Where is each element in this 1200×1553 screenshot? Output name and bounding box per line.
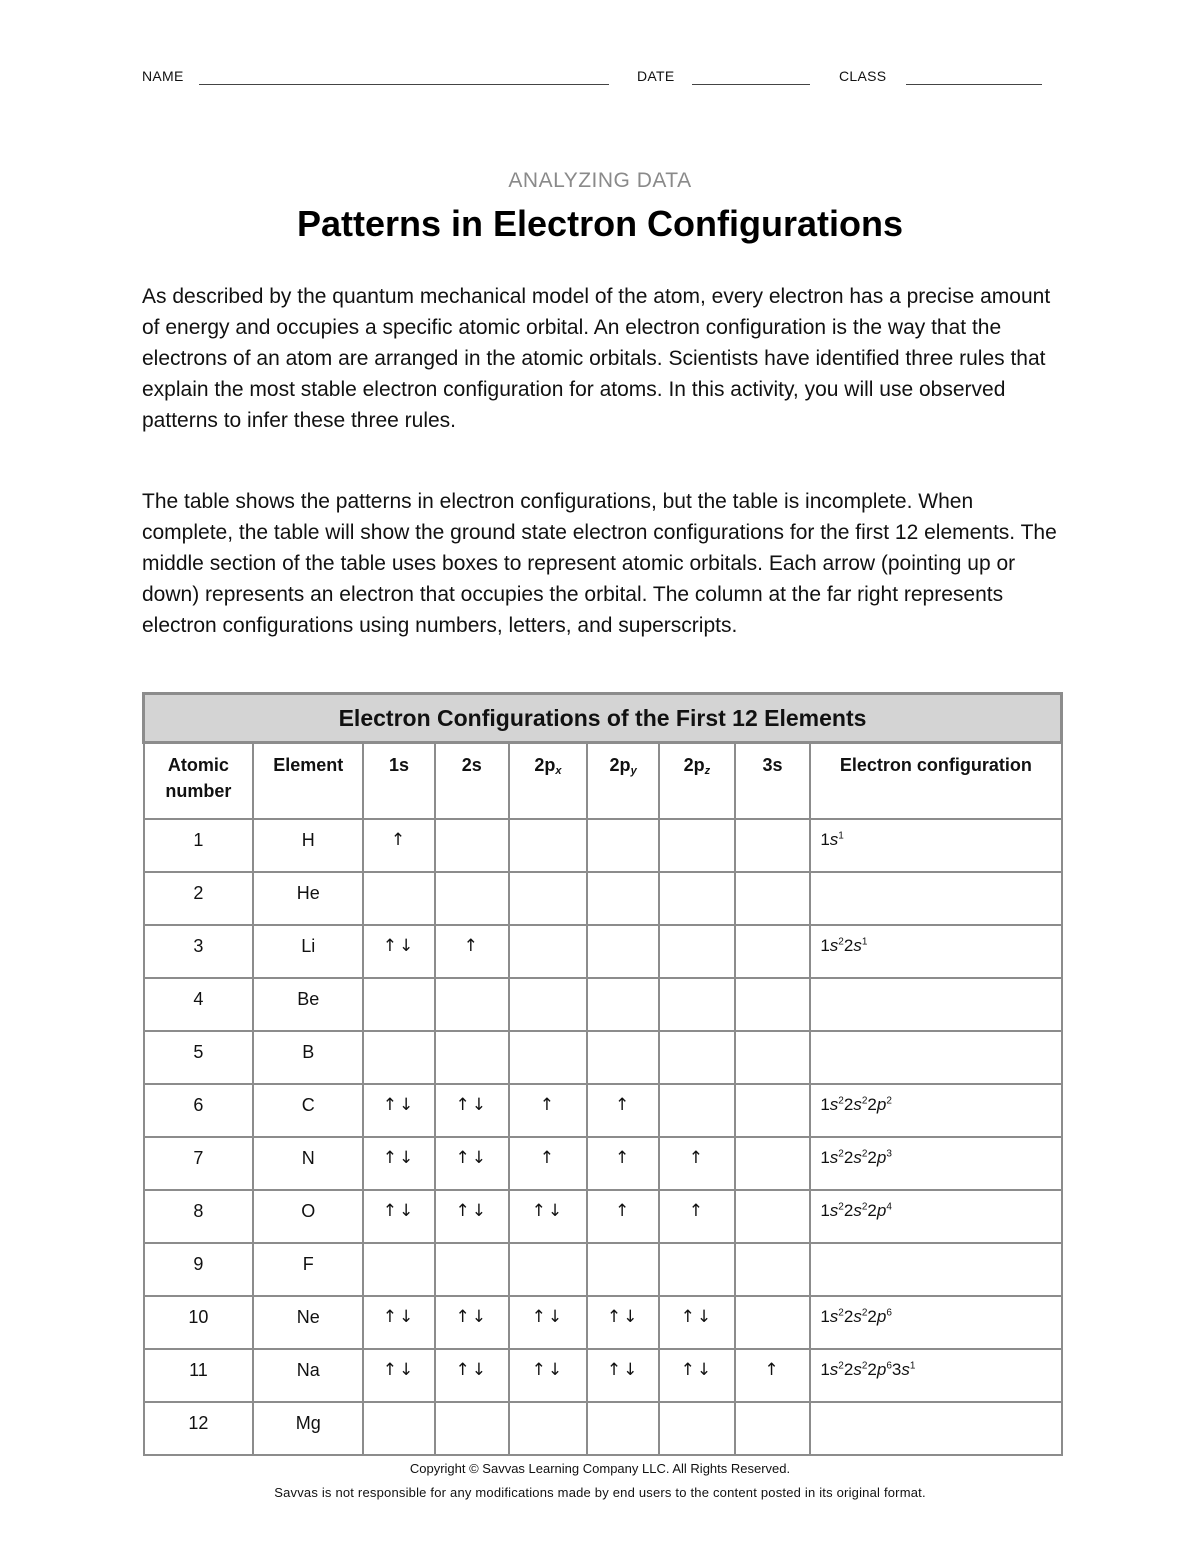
header-2pz (659, 743, 735, 820)
orbital-2py-cell[interactable] (587, 1031, 659, 1084)
orbital-2s-cell[interactable] (435, 819, 509, 872)
orbital-2pz-cell[interactable] (659, 1031, 735, 1084)
atomic-number-cell: 11 (144, 1349, 254, 1402)
config-shell-number: 1 (820, 1201, 830, 1220)
orbital-2pz-cell: ↑ (659, 1137, 735, 1190)
config-shell-number: 2 (867, 1360, 877, 1379)
electron-configuration-cell[interactable] (810, 1402, 1061, 1455)
config-shell-number: 2 (867, 1307, 877, 1326)
config-electron-count: 2 (838, 1307, 844, 1319)
orbital-2s-cell[interactable] (435, 1402, 509, 1455)
config-electron-count: 2 (861, 1095, 868, 1107)
element-cell: Be (253, 978, 363, 1031)
date-label: DATE (637, 68, 675, 84)
orbital-3s-cell[interactable] (735, 1137, 811, 1190)
config-shell-number: 3 (891, 1360, 902, 1379)
orbital-3s-cell[interactable] (735, 1190, 811, 1243)
atomic-number-cell: 1 (144, 819, 254, 872)
orbital-2px-cell[interactable] (509, 978, 588, 1031)
config-shell-number: 1 (820, 830, 830, 849)
orbital-3s-cell[interactable] (735, 1084, 811, 1137)
header-2s: 2s (435, 743, 509, 820)
orbital-2px-cell: ↑↓ (509, 1296, 588, 1349)
section-kicker: ANALYZING DATA (508, 169, 692, 192)
orbital-2s-cell: ↑ (435, 925, 509, 978)
orbital-1s-cell: ↑↓ (363, 925, 435, 978)
table-row (144, 1349, 1062, 1402)
element-cell: Na (253, 1349, 363, 1402)
orbital-2py-cell: ↑ (587, 1190, 659, 1243)
orbital-2px-cell[interactable] (509, 819, 588, 872)
element-cell: Li (253, 925, 363, 978)
config-electron-count: 2 (886, 1095, 892, 1107)
electron-configuration-table (142, 692, 1063, 1456)
orbital-2py-cell: ↑ (587, 1084, 659, 1137)
orbital-2pz-cell[interactable] (659, 1084, 735, 1137)
orbital-2px-cell[interactable] (509, 1243, 588, 1296)
orbital-3s-cell[interactable] (735, 1402, 811, 1455)
orbital-2s-cell[interactable] (435, 978, 509, 1031)
config-shell-number: 2 (843, 1095, 854, 1114)
config-electron-count: 6 (886, 1307, 892, 1319)
config-electron-count: 2 (838, 1201, 844, 1213)
element-cell: O (253, 1190, 363, 1243)
table-row (144, 1402, 1062, 1455)
atomic-number-cell: 4 (144, 978, 254, 1031)
orbital-3s-cell[interactable] (735, 872, 811, 925)
config-electron-count: 4 (886, 1201, 892, 1213)
config-subshell-letter: p (876, 1201, 887, 1220)
atomic-number-cell: 5 (144, 1031, 254, 1084)
atomic-number-cell: 7 (144, 1137, 254, 1190)
orbital-2px-cell: ↑↓ (509, 1349, 588, 1402)
atomic-number-cell: 8 (144, 1190, 254, 1243)
orbital-2pz-cell: ↑↓ (659, 1296, 735, 1349)
orbital-3s-cell[interactable] (735, 819, 811, 872)
orbital-2s-cell: ↑↓ (435, 1190, 509, 1243)
config-subshell-letter: s (853, 1307, 862, 1326)
orbital-2px-cell[interactable] (509, 1031, 588, 1084)
config-electron-count: 3 (886, 1148, 892, 1160)
class-label: CLASS (839, 68, 887, 84)
orbital-2s-cell: ↑↓ (435, 1296, 509, 1349)
config-electron-count: 1 (909, 1360, 916, 1372)
table-row (144, 1296, 1062, 1349)
name-field-line[interactable] (199, 84, 609, 85)
config-subshell-letter: p (876, 1095, 887, 1114)
orbital-3s-cell[interactable] (735, 925, 811, 978)
orbital-2s-cell: ↑↓ (435, 1084, 509, 1137)
orbital-1s-cell: ↑ (363, 819, 435, 872)
orbital-2px-cell: ↑↓ (509, 1190, 588, 1243)
element-cell: N (253, 1137, 363, 1190)
config-shell-number: 2 (843, 1148, 854, 1167)
config-shell-number: 2 (843, 1201, 854, 1220)
orbital-2pz-cell: ↑ (659, 1190, 735, 1243)
orbital-2px-cell: ↑ (509, 1084, 588, 1137)
orbital-1s-cell: ↑↓ (363, 1190, 435, 1243)
orbital-2px-cell[interactable] (509, 1402, 588, 1455)
electron-configuration-cell[interactable] (810, 978, 1061, 1031)
config-shell-number: 2 (867, 1201, 877, 1220)
orbital-1s-cell[interactable] (363, 978, 435, 1031)
electron-configuration-cell (810, 1190, 1061, 1243)
orbital-1s-cell[interactable] (363, 872, 435, 925)
electron-configuration-cell (810, 1084, 1061, 1137)
config-subshell-letter: s (901, 1360, 910, 1379)
orbital-3s-cell[interactable] (735, 978, 811, 1031)
config-electron-count: 1 (838, 830, 844, 842)
date-field-line[interactable] (692, 84, 810, 85)
copyright-notice: Copyright © Savvas Learning Company LLC. All Rights Reserved. (409, 1461, 791, 1476)
atomic-number-cell: 6 (144, 1084, 254, 1137)
orbital-1s-cell: ↑↓ (363, 1084, 435, 1137)
orbital-2s-cell: ↑↓ (435, 1137, 509, 1190)
electron-configuration-cell (810, 1137, 1061, 1190)
config-shell-number: 2 (867, 1148, 877, 1167)
config-subshell-letter: p (876, 1360, 887, 1379)
header-1s: 1s (363, 743, 435, 820)
table-row (144, 978, 1062, 1031)
table-row (144, 1243, 1062, 1296)
config-subshell-letter: s (829, 1360, 839, 1379)
orbital-2s-cell[interactable] (435, 1243, 509, 1296)
config-electron-count: 2 (861, 1360, 868, 1372)
orbital-2pz-cell[interactable] (659, 925, 735, 978)
header-atomic-number: Atomic number (144, 743, 254, 820)
orbital-2px-cell[interactable] (509, 925, 588, 978)
table-caption: Electron Configurations of the First 12 Elements (144, 694, 1062, 743)
header-2py (587, 743, 659, 820)
table-header-row (144, 743, 1062, 820)
config-shell-number: 2 (843, 936, 854, 955)
atomic-number-cell: 12 (144, 1402, 254, 1455)
header-electron-configuration: Electron configuration (810, 743, 1061, 820)
config-subshell-letter: p (876, 1148, 887, 1167)
config-electron-count: 2 (838, 1148, 844, 1160)
orbital-1s-cell[interactable] (363, 1031, 435, 1084)
orbital-2py-cell[interactable] (587, 1243, 659, 1296)
orbital-2py-cell: ↑↓ (587, 1349, 659, 1402)
element-cell: C (253, 1084, 363, 1137)
header-2py-prefix: 2p (609, 755, 631, 775)
orbital-3s-cell[interactable] (735, 1031, 811, 1084)
table-description-paragraph: The table shows the patterns in electron configurations, but the table is incomplete. When complete, the table will show the ground state electron configurations for the first 12 elements. The middle section of the table uses boxes to represent atomic orbitals. Each arrow (pointing up or down) represents an electron that occupies the orbital. The column at the far right represents electron configurations using numbers, letters, and superscripts. (142, 490, 1057, 637)
disclaimer-notice: Savvas is not responsible for any modifications made by end users to the content posted in its original format. (274, 1485, 926, 1500)
config-electron-count: 2 (838, 936, 844, 948)
electron-configuration-cell (810, 1296, 1061, 1349)
config-subshell-letter: p (876, 1307, 887, 1326)
header-2px-prefix: 2p (534, 755, 556, 775)
table-data-body (144, 819, 1062, 1455)
element-cell: Mg (253, 1402, 363, 1455)
orbital-2pz-cell[interactable] (659, 1402, 735, 1455)
config-electron-count: 2 (861, 1201, 868, 1213)
atomic-number-cell: 9 (144, 1243, 254, 1296)
config-shell-number: 2 (843, 1307, 854, 1326)
table-row (144, 1137, 1062, 1190)
orbital-1s-cell: ↑↓ (363, 1137, 435, 1190)
orbital-2py-cell[interactable] (587, 1402, 659, 1455)
orbital-2pz-cell[interactable] (659, 819, 735, 872)
config-electron-count: 6 (886, 1360, 892, 1372)
orbital-1s-cell[interactable] (363, 1402, 435, 1455)
electron-configuration-cell[interactable] (810, 872, 1061, 925)
student-info-header (142, 66, 1042, 88)
config-subshell-letter: s (853, 936, 862, 955)
atomic-number-cell: 2 (144, 872, 254, 925)
config-shell-number: 1 (820, 1360, 830, 1379)
element-cell: Ne (253, 1296, 363, 1349)
config-subshell-letter: s (853, 1201, 862, 1220)
electron-configuration-cell (810, 925, 1061, 978)
config-shell-number: 1 (820, 936, 830, 955)
config-subshell-letter: s (853, 1360, 862, 1379)
config-electron-count: 2 (861, 1307, 868, 1319)
header-2pz-prefix: 2p (683, 755, 705, 775)
config-shell-number: 2 (843, 1360, 854, 1379)
atomic-number-cell: 3 (144, 925, 254, 978)
intro-paragraph: As described by the quantum mechanical model of the atom, every electron has a precise amount of energy and occupies a specific atomic orbital. An electron configuration is the way that the electrons of an atom are arranged in the atomic orbitals. Scientists have identified three rules that explain the most stable electron configuration for atoms. In this activity, you will use observed patterns to infer these three rules. (142, 285, 1051, 432)
config-shell-number: 2 (867, 1095, 877, 1114)
header-3s: 3s (735, 743, 811, 820)
table-row (144, 1190, 1062, 1243)
name-label: NAME (142, 68, 184, 84)
orbital-2px-cell: ↑ (509, 1137, 588, 1190)
header-2py-subscript: y (630, 765, 637, 777)
config-subshell-letter: s (829, 936, 839, 955)
orbital-2py-cell[interactable] (587, 978, 659, 1031)
orbital-1s-cell[interactable] (363, 1243, 435, 1296)
orbital-2pz-cell[interactable] (659, 1243, 735, 1296)
config-subshell-letter: s (829, 1307, 839, 1326)
element-cell: B (253, 1031, 363, 1084)
orbital-2s-cell[interactable] (435, 1031, 509, 1084)
config-shell-number: 1 (820, 1095, 830, 1114)
config-subshell-letter: s (829, 830, 839, 849)
electron-configuration-cell (810, 819, 1061, 872)
orbital-2pz-cell: ↑↓ (659, 1349, 735, 1402)
header-2px-subscript: x (555, 765, 562, 777)
config-subshell-letter: s (829, 1095, 839, 1114)
config-electron-count: 1 (861, 936, 868, 948)
config-electron-count: 2 (838, 1360, 844, 1372)
header-2px (509, 743, 588, 820)
orbital-2pz-cell[interactable] (659, 872, 735, 925)
config-subshell-letter: s (829, 1148, 839, 1167)
orbital-2px-cell[interactable] (509, 872, 588, 925)
electron-configuration-cell (810, 1349, 1061, 1402)
header-element: Element (253, 743, 363, 820)
table-row (144, 819, 1062, 872)
config-subshell-letter: s (829, 1201, 839, 1220)
electron-configuration-cell[interactable] (810, 1031, 1061, 1084)
orbital-3s-cell[interactable] (735, 1296, 811, 1349)
orbital-3s-cell: ↑ (735, 1349, 811, 1402)
table-row (144, 872, 1062, 925)
orbital-2py-cell[interactable] (587, 819, 659, 872)
header-2pz-subscript: z (704, 765, 711, 777)
element-cell: H (253, 819, 363, 872)
config-shell-number: 1 (820, 1148, 830, 1167)
orbital-2py-cell: ↑↓ (587, 1296, 659, 1349)
orbital-2s-cell[interactable] (435, 872, 509, 925)
config-electron-count: 2 (861, 1148, 868, 1160)
config-subshell-letter: s (853, 1095, 862, 1114)
config-subshell-letter: s (853, 1148, 862, 1167)
config-electron-count: 2 (838, 1095, 844, 1107)
atomic-number-cell: 10 (144, 1296, 254, 1349)
element-cell: F (253, 1243, 363, 1296)
class-field-line[interactable] (906, 84, 1042, 85)
orbital-2s-cell: ↑↓ (435, 1349, 509, 1402)
element-cell: He (253, 872, 363, 925)
orbital-1s-cell: ↑↓ (363, 1349, 435, 1402)
table-row (144, 925, 1062, 978)
page-title: Patterns in Electron Configurations (296, 203, 904, 244)
orbital-3s-cell[interactable] (735, 1243, 811, 1296)
orbital-2py-cell: ↑ (587, 1137, 659, 1190)
table-row (144, 1031, 1062, 1084)
table-row (144, 1084, 1062, 1137)
orbital-2pz-cell[interactable] (659, 978, 735, 1031)
config-shell-number: 1 (820, 1307, 830, 1326)
orbital-2py-cell[interactable] (587, 872, 659, 925)
electron-configuration-cell[interactable] (810, 1243, 1061, 1296)
orbital-2py-cell[interactable] (587, 925, 659, 978)
orbital-1s-cell: ↑↓ (363, 1296, 435, 1349)
